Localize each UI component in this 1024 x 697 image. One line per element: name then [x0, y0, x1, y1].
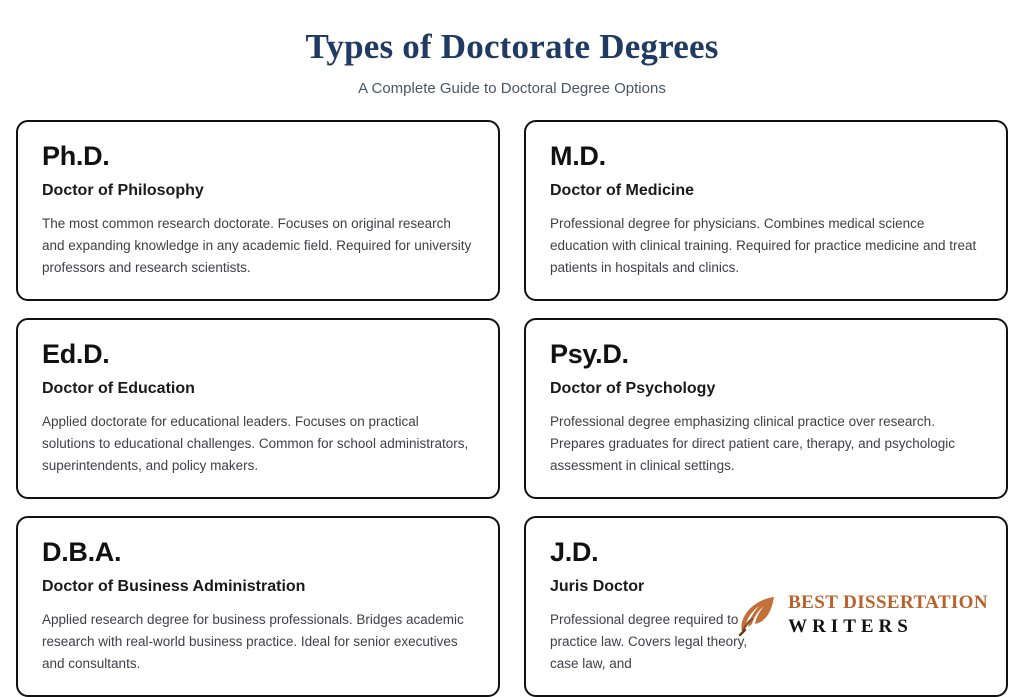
degree-full-name: Doctor of Philosophy [42, 181, 204, 199]
degree-description: The most common research doctorate. Focuses on original research and expanding knowledge in any academic field. Required for university professors and research scientists. [42, 215, 472, 276]
page-subtitle: A Complete Guide to Doctoral Degree Options [358, 80, 666, 97]
degree-card-grid [16, 120, 1008, 697]
degree-full-name: Doctor of Business Administration [42, 577, 306, 595]
degree-full-name: Juris Doctor [550, 577, 645, 595]
degree-description: Professional degree for physicians. Combines medical science education with clinical training. Required for practice medicine and treat patients in hospitals and clinics. [550, 215, 977, 276]
degree-abbreviation: J.D. [550, 537, 599, 567]
degree-abbreviation: Ph.D. [42, 141, 110, 171]
quill-feather-icon [734, 593, 780, 639]
degree-full-name: Doctor of Education [42, 379, 195, 397]
degree-description: Applied doctorate for educational leaders. Focuses on practical solutions to educational challenges. Common for school administrators, superintendents, and policy makers. [42, 413, 469, 474]
degree-description: Professional degree emphasizing clinical practice over research. Prepares graduates for direct patient care, therapy, and psychologic assessment in clinical settings. [550, 413, 955, 474]
brand-line-1: BEST DISSERTATION [788, 592, 988, 614]
degree-description: Applied research degree for business professionals. Bridges academic research with real-world business practice. Ideal for senior executives and consultants. [42, 611, 464, 672]
brand-wordmark [788, 593, 988, 639]
degree-description: Professional degree required to practice law. Covers legal theory, case law, and [550, 611, 748, 672]
degree-abbreviation: Psy.D. [550, 339, 629, 369]
degree-abbreviation: Ed.D. [42, 339, 110, 369]
degree-card-jd [524, 516, 1008, 697]
degree-card-dba [16, 516, 500, 697]
degree-card-phd [16, 120, 500, 301]
page-title: Types of Doctorate Degrees [305, 27, 719, 66]
header [16, 0, 1008, 98]
degree-card-md [524, 120, 1008, 301]
degree-full-name: Doctor of Medicine [550, 181, 695, 199]
degree-full-name: Doctor of Psychology [550, 379, 716, 397]
degree-abbreviation: M.D. [550, 141, 606, 171]
brand-logo [734, 593, 988, 639]
brand-line-2: WRITERS [788, 616, 913, 638]
degree-card-edd [16, 318, 500, 499]
degree-abbreviation: D.B.A. [42, 537, 122, 567]
degree-card-psyd [524, 318, 1008, 499]
